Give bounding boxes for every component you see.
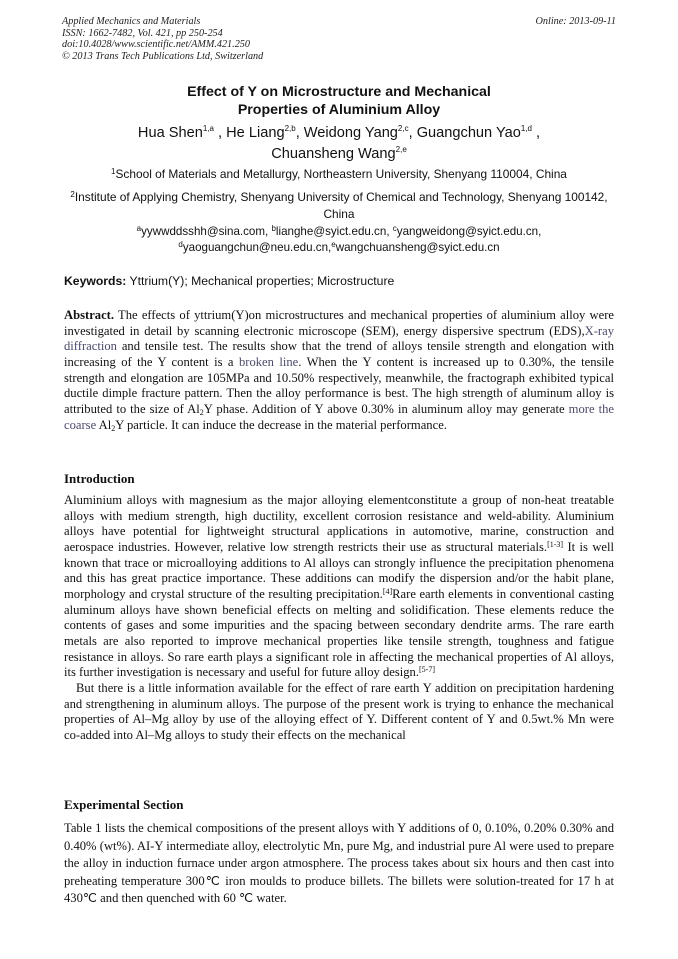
experimental-body: [64, 820, 614, 908]
affiliation-sup: 2: [70, 190, 75, 199]
keywords-text: Yttrium(Y); Mechanical properties; Microstructure: [129, 274, 395, 288]
author-sup: 2,e: [395, 145, 407, 154]
author-name: Weidong Yang: [303, 125, 398, 141]
affiliation-2: [64, 189, 614, 222]
email-sup: e: [331, 240, 336, 249]
author-name: He Liang: [226, 125, 285, 141]
journal-header: [62, 16, 616, 62]
abstract-text: Y particle. It can induce the decrease in the material performance.: [115, 417, 447, 432]
email-address: yangweidong@syict.edu.cn: [396, 225, 539, 238]
affiliation-1: [64, 166, 614, 183]
affiliation-sup: 1: [111, 167, 116, 176]
author-list: Hua Shen$^{1,a}$ , He Liang$^{2,b}$, Weidong Yang$^{2,c}$, Guangchun Yao$^{1,d}$ , Chuansheng Wang$^{2,e}$: [137, 124, 541, 162]
email-sup: b: [271, 224, 276, 233]
affiliation-text: School of Materials and Metallurgy, Northeastern University, Shenyang 110004, China: [115, 167, 567, 181]
abstract-text: and tensile test. The results show that the trend of alloys tensile strength and elongation with increasing of the Y content is a: [64, 339, 614, 369]
title-line-2: Properties of Aluminium Alloy: [237, 102, 441, 118]
journal-copyright: © 2013 Trans Tech Publications Ltd, Switzerland: [62, 50, 264, 62]
author-sup: 1,d: [520, 124, 532, 133]
citation: [5-7]: [418, 665, 435, 675]
abstract-highlight: X-ray diffraction: [64, 323, 614, 354]
keywords: [64, 273, 614, 289]
paragraph: [64, 493, 614, 681]
citation: [1-3]: [547, 539, 564, 549]
author-emails: $^a$yywwddsshh@sina.com, $^b$lianghe@syict.edu.cn, $^c$yangweidong@syict.edu.cn, $^d$yaoguangchun@neu.edu.cn,$^e$wangchuansheng@syict.edu.cn: [136, 224, 542, 254]
abstract-text: The effects of yttrium(Y)on microstructures and mechanical properties of aluminium alloy were investigated in detail by scanning electronic microscope (SEM), energy dispersive spectrum (EDS),: [64, 308, 615, 338]
abstract-text: Al: [96, 417, 112, 432]
abstract-label: Abstract.: [64, 308, 115, 322]
keywords-label: Keywords:: [64, 274, 127, 288]
abstract: [64, 308, 614, 433]
author-sup: 1,a: [202, 124, 214, 133]
email-address: yaoguangchun@neu.edu.cn: [182, 241, 329, 254]
online-date: Online: 2013-09-11: [535, 16, 616, 27]
author-name: Hua Shen: [137, 125, 203, 141]
email-address: wangchuansheng@syict.edu.cn: [335, 241, 500, 254]
paragraph: Table 1 lists the chemical compositions of the present alloys with Y additions of 0, 0.10%, 0.20% 0.30% and 0.40% (wt%). AI-Y intermediate alloy, electrolytic Mn, pure Mg, and industrial pure Al were used to prepare the alloy in induction furnace under argon atmosphere. The process takes about six hours and then cast into preheating temperature 300℃ iron moulds to produce billets. The billets were solution-treated for 17 h at 430℃ and then quenched with 60 ℃ water.: [64, 821, 614, 906]
email-sup: c: [392, 224, 397, 233]
abstract-text: Y phase. Addition of Y above 0.30% in aluminum alloy may generate: [203, 401, 569, 416]
abstract-text: . When the Y content is increased up to 0.30%, the tensile strength and elongation are 105MPa and 10.50% respectively, meanwhile, the fractograph exhibited typical ductile dimple fracture pattern. Then the alloy performance is best. The high strength of aluminum alloy is attributed to the size of Al: [64, 354, 615, 416]
introduction-heading: Introduction: [64, 471, 135, 486]
citation: [4]: [382, 586, 393, 596]
email-address: yywwddsshh@sina.com: [141, 225, 266, 238]
email-address: lianghe@syict.edu.cn: [275, 225, 387, 238]
introduction-body: [64, 493, 614, 744]
author-sup: 2,c: [397, 124, 409, 133]
journal-issn: ISSN: 1662-7482, Vol. 421, pp 250-254: [62, 27, 223, 39]
journal-name: Applied Mechanics and Materials: [62, 16, 201, 27]
journal-doi: doi:10.4028/www.scientific.net/AMM.421.250: [62, 39, 250, 51]
abstract-highlight: more the coarse: [64, 401, 614, 432]
author-name: Chuansheng Wang: [271, 146, 396, 162]
paragraph: But there is a little information available for the effect of rare earth Y addition on precipitation hardening and strengthening in aluminum alloys. The purpose of the present work is trying to enhance the mechanical properties of Al–Mg alloy by use of the alloying effect of Y. Different content of Y and 0.5wt.% Mn were co-added into Al–Mg alloys to study their effects on the mechanical: [64, 680, 614, 742]
experimental-heading: Experimental Section: [64, 797, 184, 812]
paragraph-text: It is well known that trace or microalloying additions to Al alloys can strongly influence the precipitation phenomena and this has great practice importance. These additions can modify the dispersion and/or the habit plane, morphology and crystal structure of the resulting precipitation.: [64, 539, 614, 601]
email-sup: a: [136, 224, 142, 233]
author-sup: 2,b: [284, 124, 296, 133]
subscript: 2: [111, 423, 116, 433]
subscript: 2: [199, 407, 204, 417]
abstract-highlight: broken line: [238, 354, 299, 369]
paragraph-text: Rare earth elements in conventional casting aluminum alloys have shown beneficial effects on melting and solidification. These elements reduce the contents of gases and some impurities and the spacing between secondary dendrite arms. The rare earth metals are also reported to improve mechanical properties like tensile strength, toughness and fatigue resistance in alloys. So rare earth plays a significant role in affecting the mechanical properties of Al alloys, its further investigation is necessary and useful for future alloy design.: [64, 586, 614, 680]
email-sup: d: [178, 240, 183, 249]
paragraph-text: Aluminium alloys with magnesium as the major alloying elementconstitute a group of non-heat treatable alloys with medium strength, high ductility, excellent corrosion resistance and weld-ability. Aluminium alloys have potential for lightweight structural applications in automotive, marine, construction and aerospace industries. However, relative low strength restricts their use as structural materials.: [64, 493, 614, 554]
paper-title: [64, 83, 614, 119]
title-line-1: Effect of Y on Microstructure and Mechanical: [187, 84, 491, 100]
author-name: Guangchun Yao: [416, 125, 521, 141]
affiliation-text: Institute of Applying Chemistry, Shenyang University of Chemical and Technology, Shenyang 100142, China: [74, 190, 608, 221]
